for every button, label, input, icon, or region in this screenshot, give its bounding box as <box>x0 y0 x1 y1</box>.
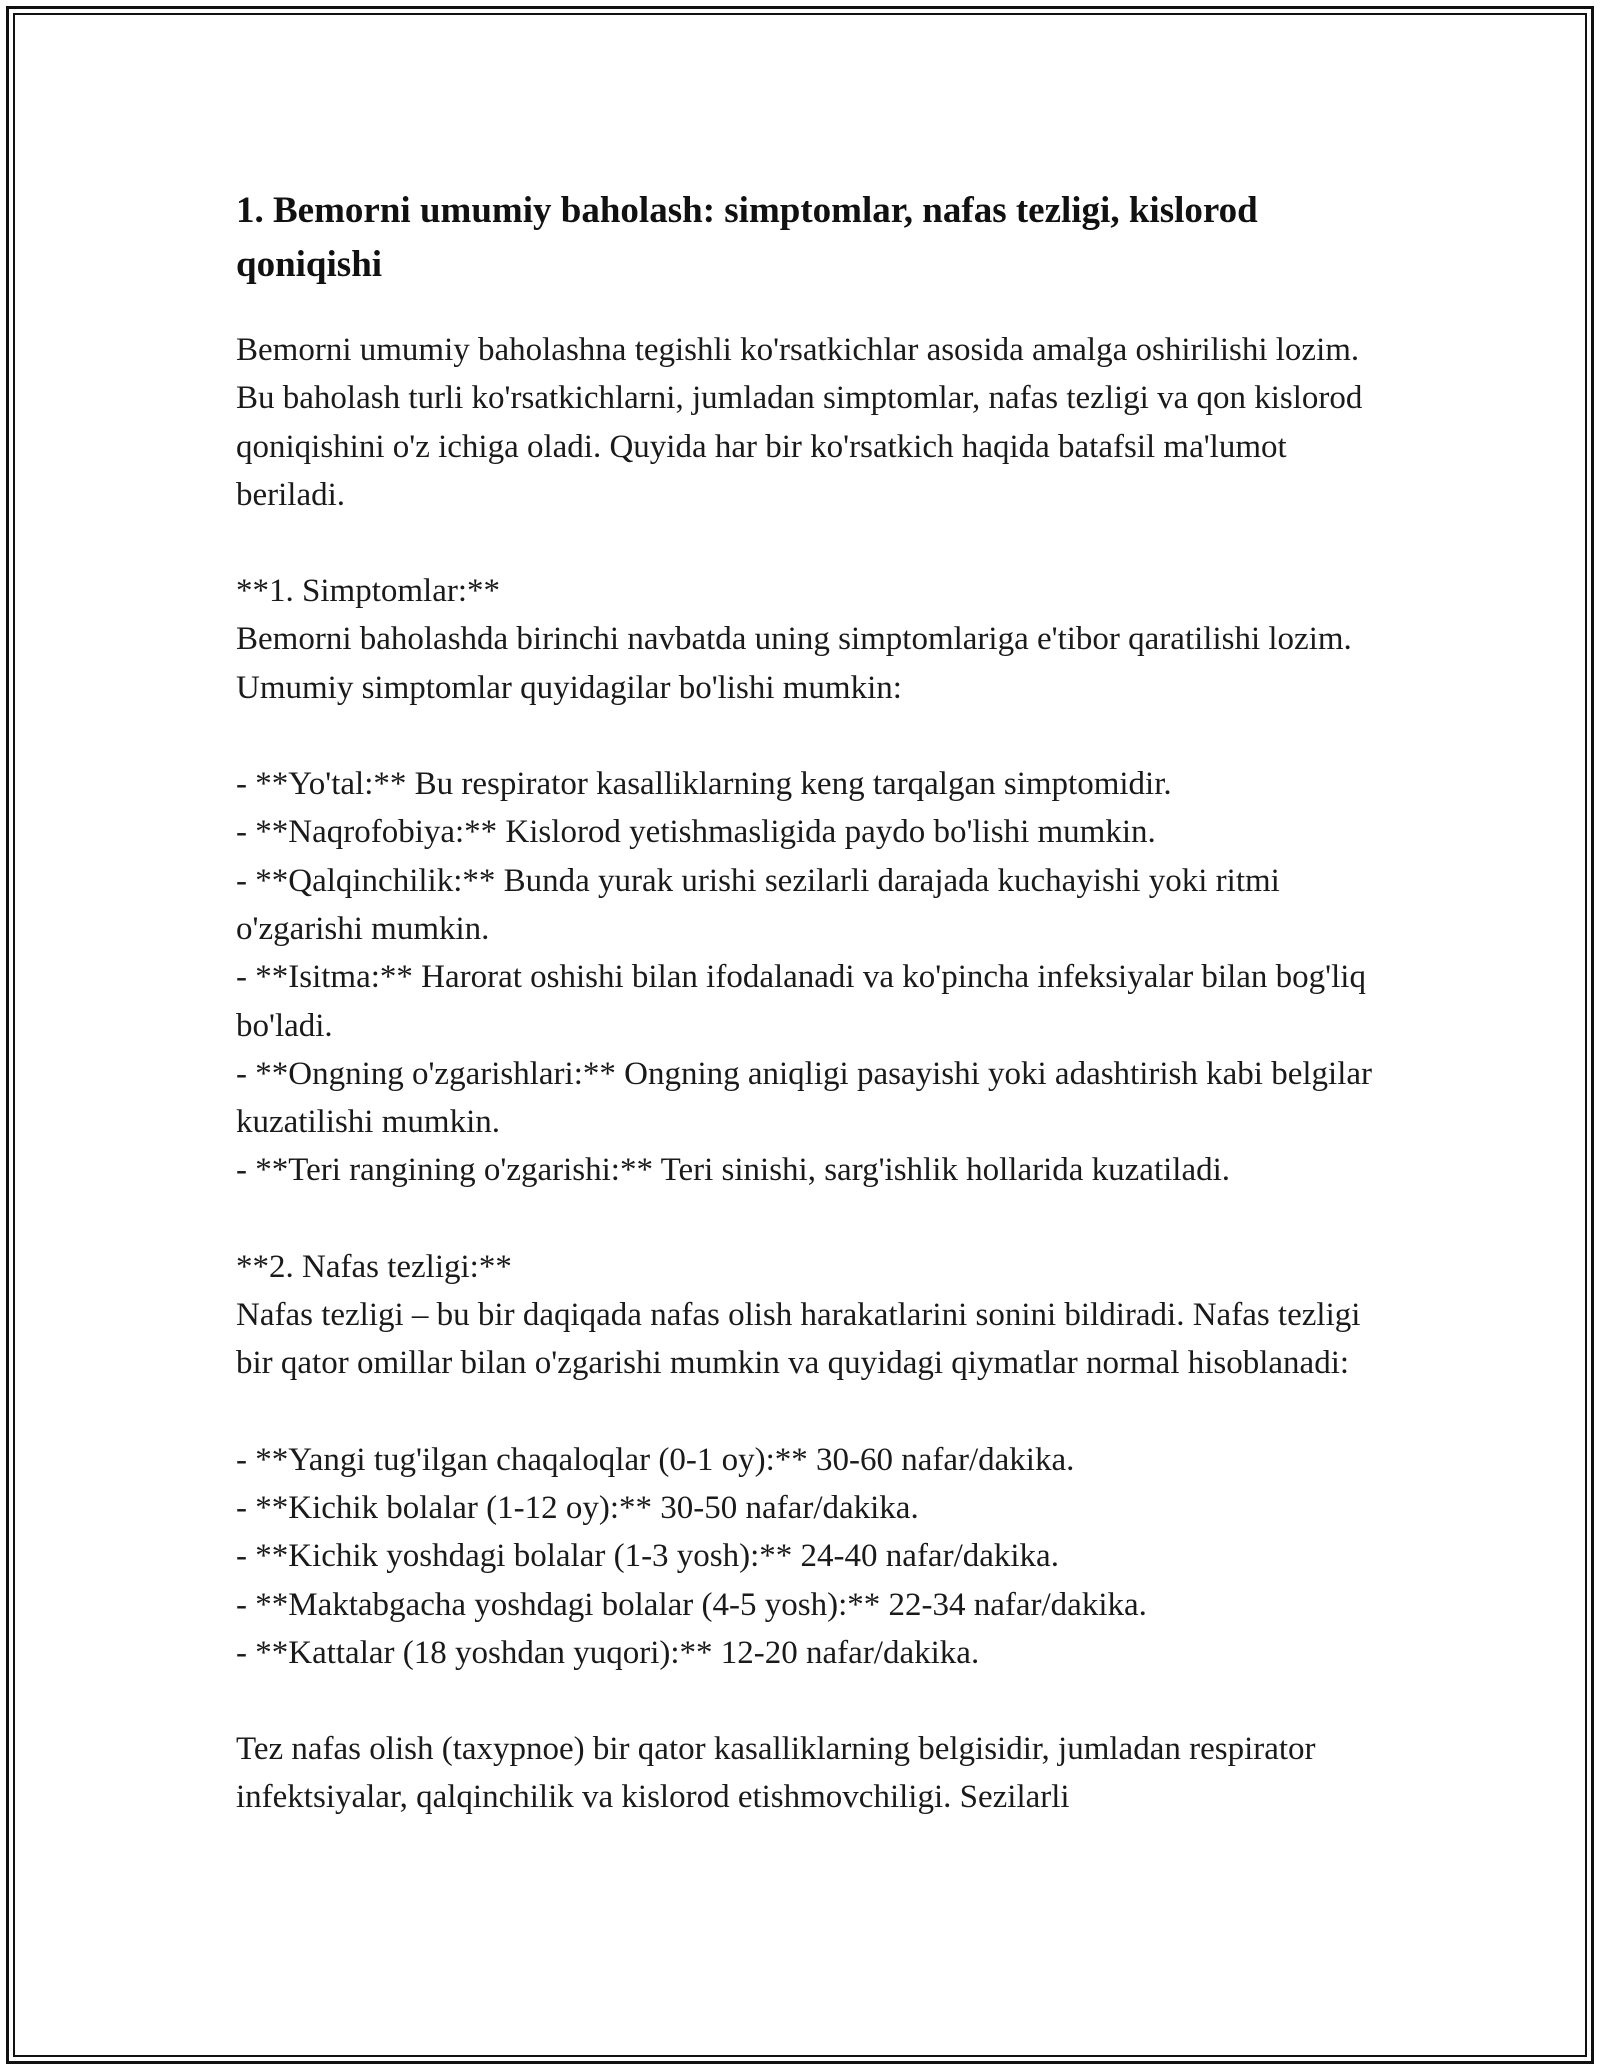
section-text: Nafas tezligi – bu bir daqiqada nafas olish harakatlarini sonini bildiradi. Nafas tezligi bir qator omillar bilan o'zgarishi mumkin va quyidagi qiymatlar normal hisoblanadi: <box>236 1297 1361 1382</box>
list-item: - **Qalqinchilik:** Bunda yurak urishi sezilarli darajada kuchayishi yoki ritmi o'zgarishi mumkin. <box>236 862 1280 947</box>
intro-paragraph: Bemorni umumiy baholashna tegishli ko'rsatkichlar asosida amalga oshirilishi lozim. Bu baholash turli ko'rsatkichlarni, jumladan simptomlar, nafas tezligi va qon kislorod qoniqishini o'z ichiga oladi. Quyida har bir ko'rsatkich haqida batafsil ma'lumot beriladi. <box>236 332 1363 513</box>
respiratory-rate-list <box>236 1436 1396 1677</box>
section-heading: **1. Simptomlar:** <box>236 573 500 610</box>
section-simptomlar <box>236 567 1396 712</box>
list-item: - **Yangi tug'ilgan chaqaloqlar (0-1 oy):** 30-60 nafar/dakika. <box>236 1441 1075 1478</box>
document-title: 1. Bemorni umumiy baholash: simptomlar, nafas tezligi, kislorod qoniqishi <box>236 190 1258 285</box>
list-item: - **Yo'tal:** Bu respirator kasalliklarning keng tarqalgan simptomidir. <box>236 766 1172 803</box>
closing-paragraph: Tez nafas olish (taxypnoe) bir qator kasalliklarning belgisidir, jumladan respirator infektsiyalar, qalqinchilik va kislorod etishmovchiligi. Sezilarli <box>236 1731 1316 1816</box>
list-item: - **Kichik bolalar (1-12 oy):** 30-50 nafar/dakika. <box>236 1489 919 1526</box>
section-nafas-tezligi <box>236 1243 1396 1388</box>
list-item: - **Kichik yoshdagi bolalar (1-3 yosh):** 24-40 nafar/dakika. <box>236 1538 1059 1575</box>
list-item: - **Naqrofobiya:** Kislorod yetishmasligida paydo bo'lishi mumkin. <box>236 814 1156 851</box>
document-body <box>236 184 1396 1870</box>
section-text: Bemorni baholashda birinchi navbatda uning simptomlariga e'tibor qaratilishi lozim. Umumiy simptomlar quyidagilar bo'lishi mumkin: <box>236 621 1352 706</box>
symptom-list <box>236 760 1396 1195</box>
list-item: - **Ongning o'zgarishlari:** Ongning aniqligi pasayishi yoki adashtirish kabi belgilar kuzatilishi mumkin. <box>236 1055 1373 1141</box>
list-item: - **Teri rangining o'zgarishi:** Teri sinishi, sarg'ishlik hollarida kuzatiladi. <box>236 1152 1231 1189</box>
list-item: - **Kattalar (18 yoshdan yuqori):** 12-20 nafar/dakika. <box>236 1634 980 1671</box>
list-item: - **Maktabgacha yoshdagi bolalar (4-5 yosh):** 22-34 nafar/dakika. <box>236 1586 1147 1623</box>
section-heading: **2. Nafas tezligi:** <box>236 1248 512 1285</box>
list-item: - **Isitma:** Harorat oshishi bilan ifodalanadi va ko'pincha infeksiyalar bilan bog'liq bo'ladi. <box>236 959 1366 1044</box>
